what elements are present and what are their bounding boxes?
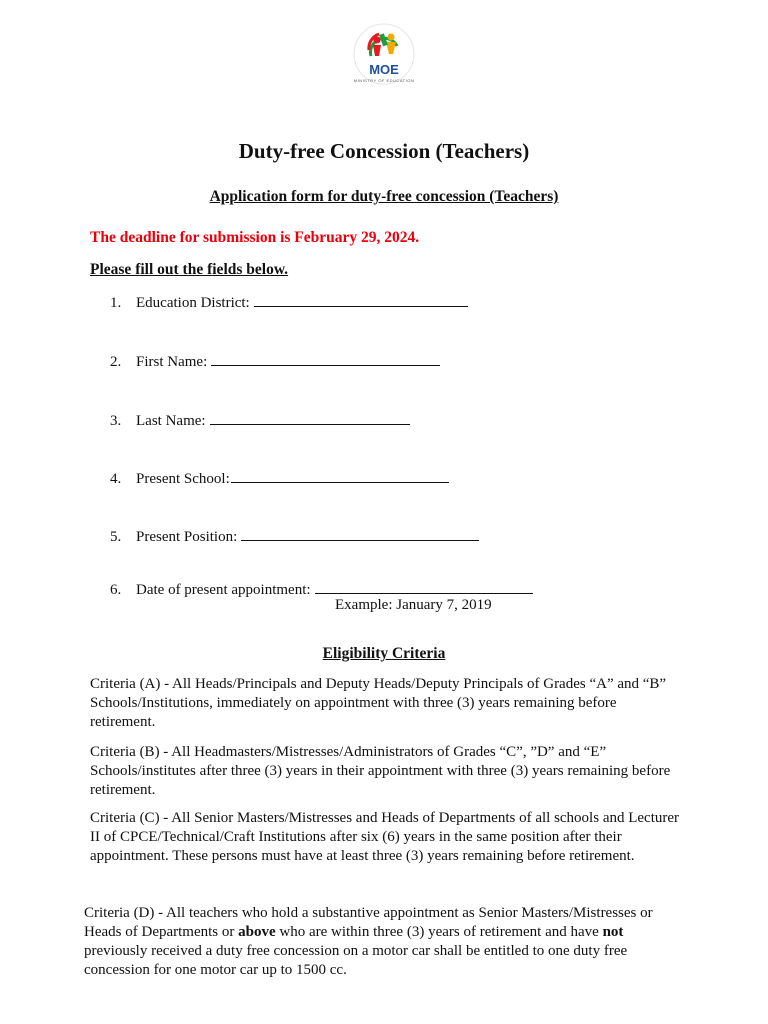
field-last-name	[110, 409, 410, 430]
field-appointment-date	[110, 578, 533, 599]
logo-text: MOE	[369, 62, 399, 77]
criteria-b: Criteria (B) - All Headmasters/Mistresses/Administrators of Grades “C”, ”D” and “E” Schools/institutes after three (3) years in their appointment with three (3) years remaining before retirement.	[90, 744, 671, 798]
page-title: Duty-free Concession (Teachers)	[238, 139, 530, 163]
field-label: Present Position:	[136, 529, 238, 545]
criteria-d-part3: previously received a duty free concession on a motor car shall be entitled to one duty free concession for one motor car up to 1500 cc.	[84, 943, 628, 978]
field-number: 1.	[110, 295, 122, 311]
field-education-district	[110, 291, 468, 312]
present-school-blank[interactable]	[231, 467, 449, 483]
field-label: Present School:	[136, 471, 230, 487]
field-label: Date of present appointment:	[136, 582, 311, 598]
field-number: 6.	[110, 582, 122, 598]
field-number: 4.	[110, 471, 122, 487]
field-present-school	[110, 467, 449, 488]
field-present-position	[110, 525, 479, 546]
criteria-d	[84, 904, 686, 980]
fill-instructions: Please fill out the fields below.	[90, 261, 289, 278]
logo-subtext: MINISTRY OF EDUCATION	[353, 78, 415, 83]
criteria-c: Criteria (C) - All Senior Masters/Mistresses and Heads of Departments of all schools and Lecturer II of CPCE/Technical/Craft Institutions after six (6) years in the same position after their appointment. These persons must have at least three (3) years remaining before retirement.	[90, 810, 680, 864]
deadline-notice: The deadline for submission is February 29, 2024.	[90, 229, 420, 246]
field-first-name	[110, 350, 440, 371]
criteria-d-bold-above: above	[238, 924, 276, 940]
appointment-date-blank[interactable]	[315, 578, 533, 594]
field-number: 5.	[110, 529, 122, 545]
field-number: 2.	[110, 354, 122, 370]
criteria-d-part1: Criteria (D) - All teachers who hold a substantive appointment as Senior Masters/Mistresses or Heads of Departments or	[84, 905, 653, 940]
field-number: 3.	[110, 413, 122, 429]
education-district-blank[interactable]	[254, 291, 468, 307]
field-label: First Name:	[136, 354, 208, 370]
criteria-a: Criteria (A) - All Heads/Principals and Deputy Heads/Deputy Principals of Grades “A” and “B” Schools/Institutions, immediately on appointment with three (3) years remaining before retirement.	[90, 676, 667, 730]
last-name-blank[interactable]	[210, 409, 410, 425]
field-label: Last Name:	[136, 413, 206, 429]
ministry-logo	[353, 20, 415, 90]
date-example: Example: January 7, 2019	[335, 597, 492, 613]
field-label: Education District:	[136, 295, 250, 311]
form-subtitle: Application form for duty-free concession (Teachers)	[209, 188, 559, 205]
eligibility-heading: Eligibility Criteria	[322, 645, 446, 662]
criteria-d-part2: who are within three (3) years of retirement and have	[275, 924, 603, 940]
criteria-d-bold-not: not	[602, 924, 624, 940]
first-name-blank[interactable]	[211, 350, 440, 366]
present-position-blank[interactable]	[241, 525, 479, 541]
